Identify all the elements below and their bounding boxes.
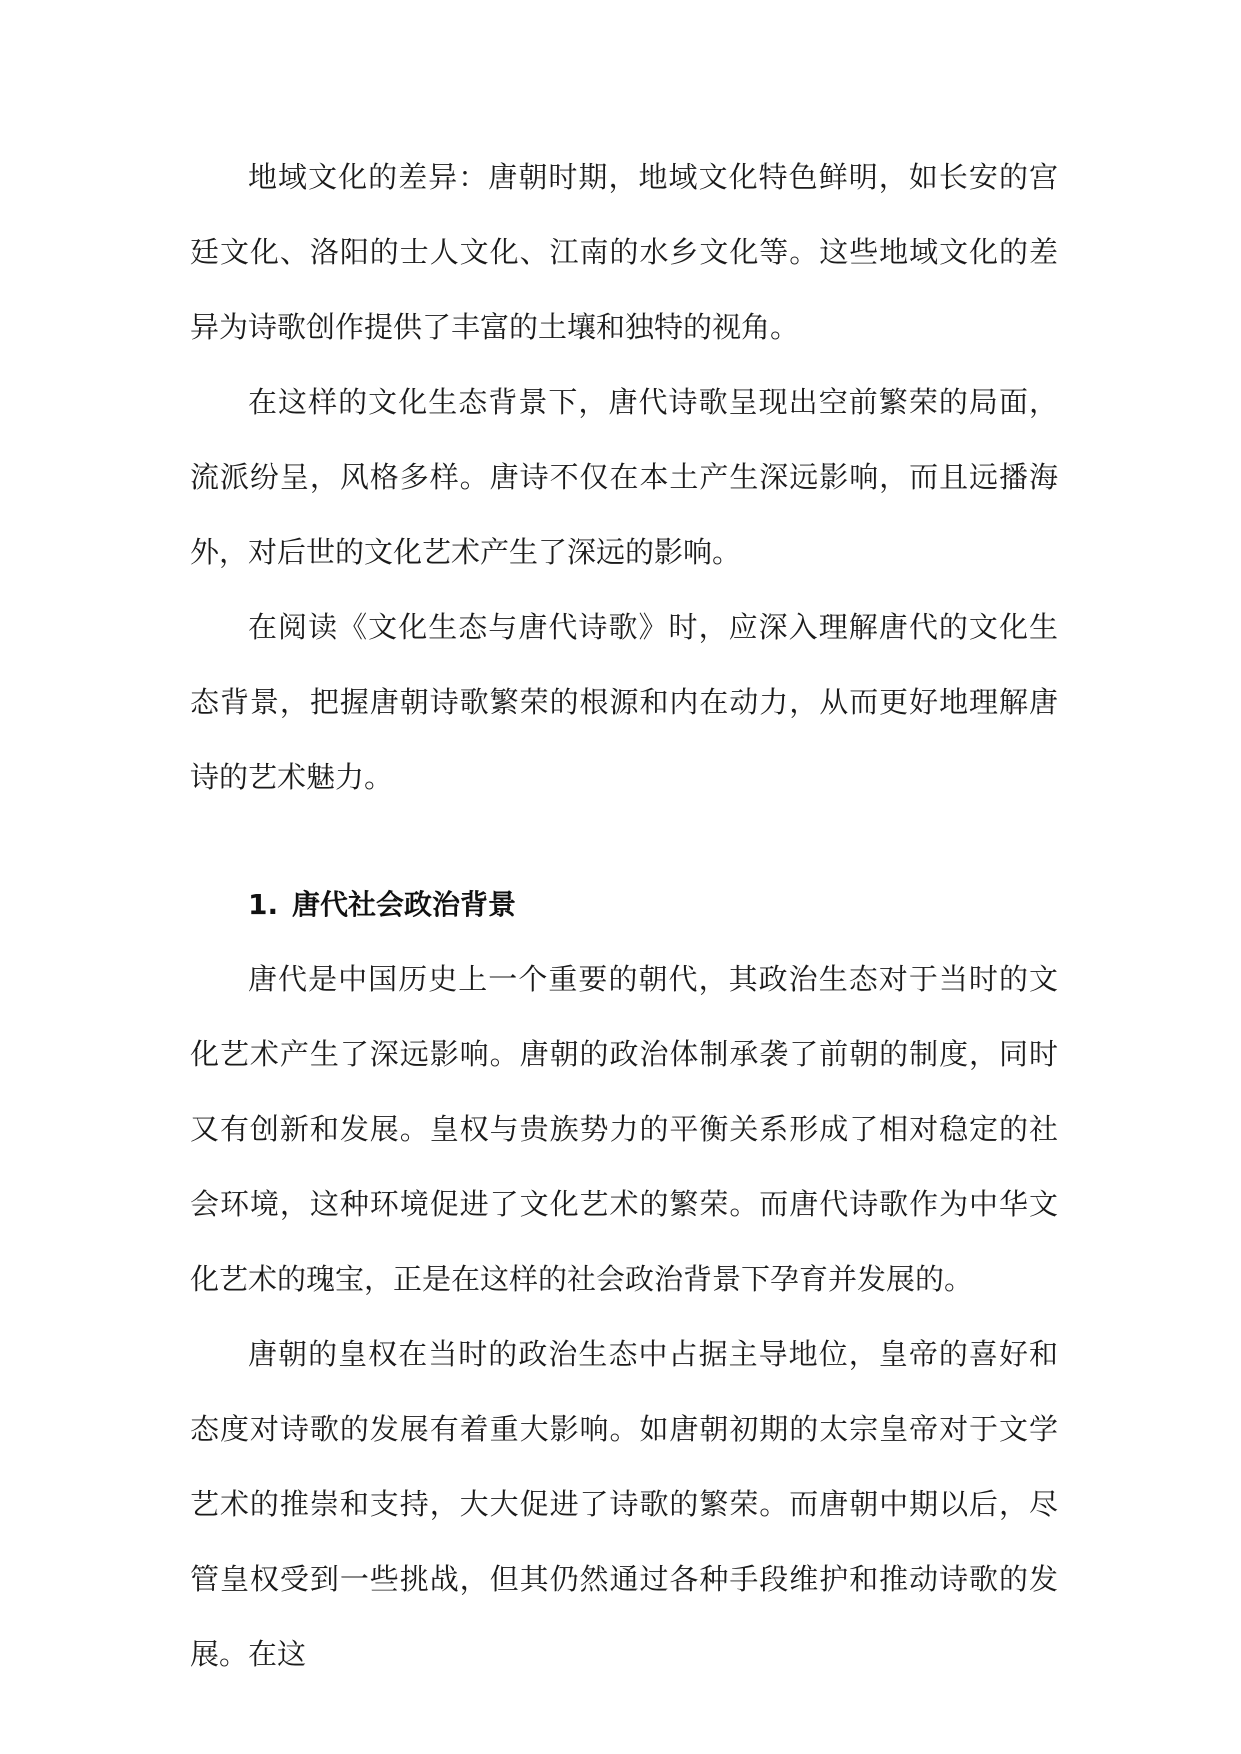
section-title: 唐代社会政治背景	[292, 888, 517, 921]
paragraph-imperial-power: 唐朝的皇权在当时的政治生态中占据主导地位，皇帝的喜好和态度对诗歌的发展有着重大影响。如唐朝初期的太宗皇帝对于文学艺术的推崇和支持，大大促进了诗歌的繁荣。而唐朝中期以后，尽管皇权受到一些挑战，但其仍然通过各种手段维护和推动诗歌的发展。在这	[190, 1337, 1058, 1671]
paragraph-regional-culture: 地域文化的差异：唐朝时期，地域文化特色鲜明，如长安的宫廷文化、洛阳的士人文化、江南的水乡文化等。这些地域文化的差异为诗歌创作提供了丰富的土壤和独特的视角。	[190, 160, 1058, 344]
section-heading	[190, 867, 1058, 942]
section-number: 1.	[248, 888, 279, 921]
paragraph-poetry-prosperity: 在这样的文化生态背景下，唐代诗歌呈现出空前繁荣的局面，流派纷呈，风格多样。唐诗不仅在本土产生深远影响，而且远播海外，对后世的文化艺术产生了深远的影响。	[190, 385, 1058, 569]
paragraph-political-ecology: 唐代是中国历史上一个重要的朝代，其政治生态对于当时的文化艺术产生了深远影响。唐朝的政治体制承袭了前朝的制度，同时又有创新和发展。皇权与贵族势力的平衡关系形成了相对稳定的社会环境，这种环境促进了文化艺术的繁荣。而唐代诗歌作为中华文化艺术的瑰宝，正是在这样的社会政治背景下孕育并发展的。	[190, 962, 1058, 1296]
paragraph-reading-guidance: 在阅读《文化生态与唐代诗歌》时，应深入理解唐代的文化生态背景，把握唐朝诗歌繁荣的根源和内在动力，从而更好地理解唐诗的艺术魅力。	[190, 610, 1058, 794]
page-content	[190, 140, 1058, 1692]
